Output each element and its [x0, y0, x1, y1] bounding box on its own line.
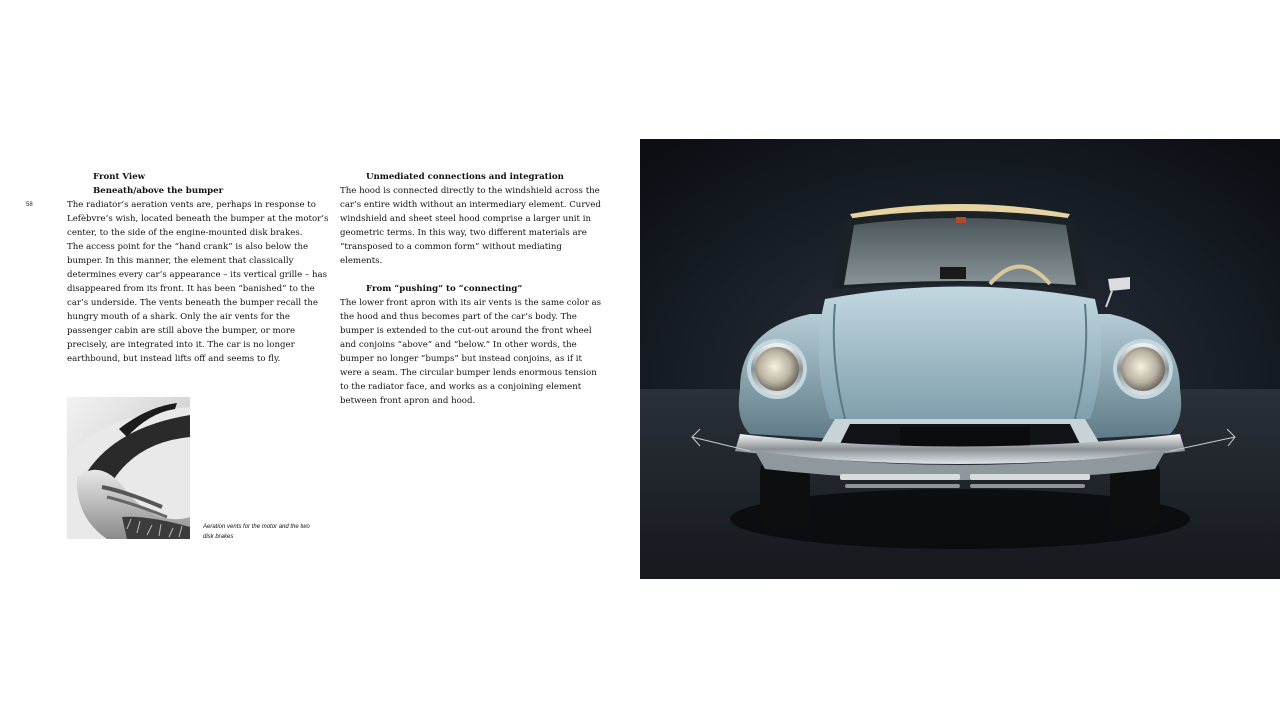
paragraph-hood-windshield: The hood is connected directly to the windshield across the car’s entire width without an intermediary element. Curved windshield and sheet steel hood comprise a larger unit in geometric terms. In this way, two different materials are “transposed to a common form” without mediating elements. [340, 186, 601, 266]
bumper-detail-photo [67, 397, 190, 539]
middle-text-column [340, 170, 602, 408]
paragraph-aeration-vents: The radiator’s aeration vents are, perhaps in response to Lefèbvre’s wish, located beneath the bumper at the motor’s center, to the side of the engine-mounted disk brakes. [67, 200, 329, 238]
car-front-photo [640, 139, 1280, 579]
section-subheading-bumper: Beneath/above the bumper [93, 186, 224, 196]
left-text-column [67, 170, 329, 366]
section-heading-pushing-connecting: From “pushing” to “connecting” [366, 284, 523, 294]
paragraph-front-apron: The lower front apron with its air vents is the same color as the hood and thus becomes part of the car’s body. The bumper is extended to the cut-out around the front wheel and conjoins “above” and “below.” In other words, the bumper no longer “bumps” but instead conjoins, as if it were a seam. The circular bumper lends enormous tension to the radiator face, and works as a conjoining element between front apron and hood. [340, 298, 602, 406]
paragraph-hand-crank: The access point for the “hand crank” is also below the bumper. In this manner, the element that classically determines every car’s appearance – its vertical grille – has disappeared from its front. It has been “banished” to the car’s underside. The vents beneath the bumper recall the hungry mouth of a shark. Only the air vents for the passenger cabin are still above the bumper, or more precisely, are integrated into it. The car is no longer earthbound, but instead lifts off and seems to fly. [67, 242, 328, 364]
section-heading-unmediated: Unmediated connections and integration [366, 172, 564, 182]
section-heading-front-view: Front View [93, 172, 146, 182]
page-number: 58 [26, 202, 33, 208]
figure-caption: Aeration vents for the motor and the two disk brakes [203, 524, 310, 540]
